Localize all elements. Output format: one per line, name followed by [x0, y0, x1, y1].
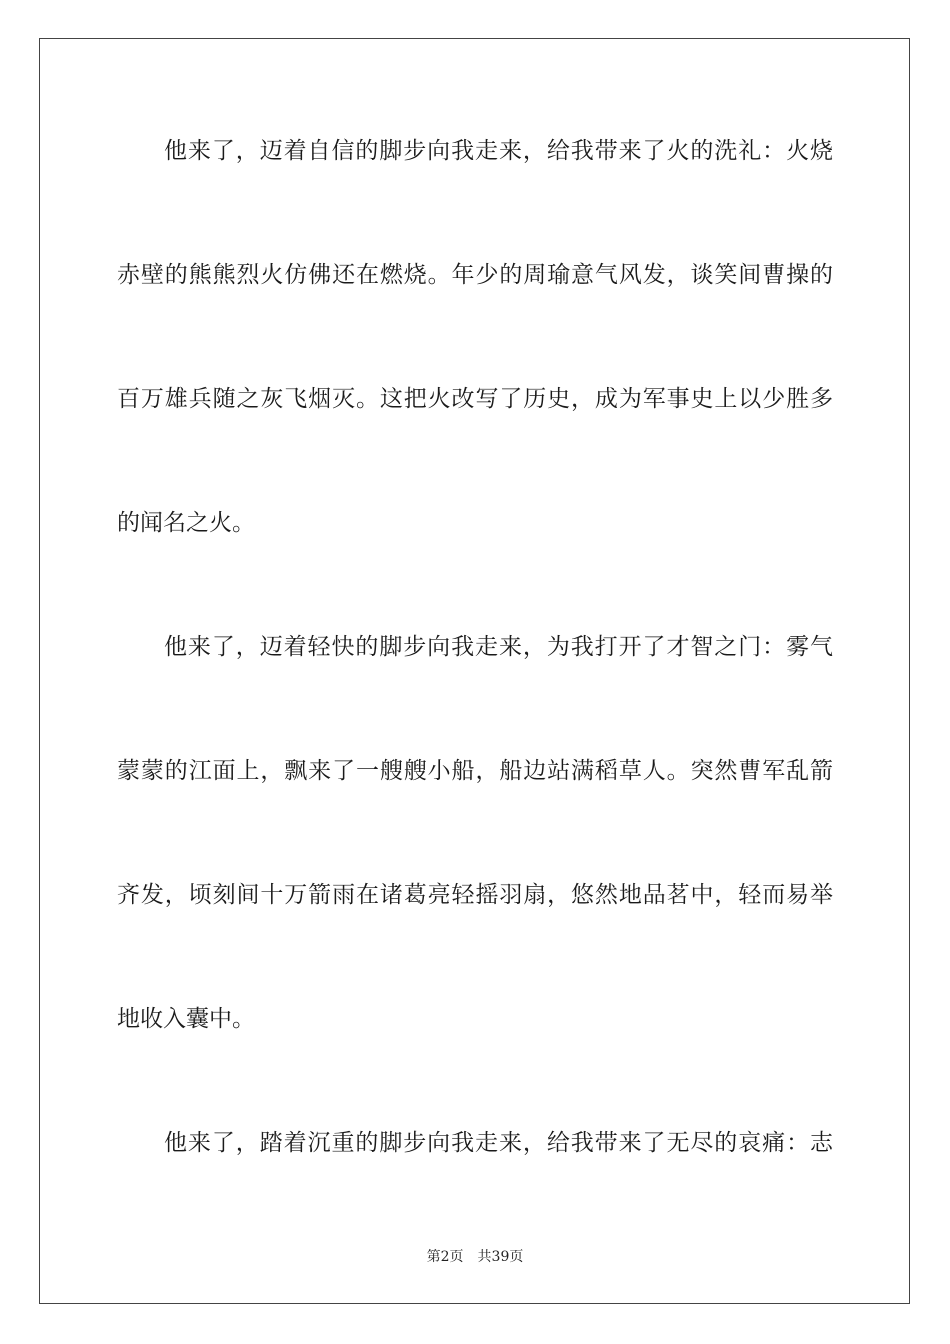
page-footer	[0, 1248, 950, 1266]
paragraph-2-line-3: 齐发，顷刻间十万箭雨在诸葛亮轻摇羽扇，悠然地品茗中，轻而易举	[117, 882, 833, 908]
paragraph-1-line-4: 的闻名之火。	[117, 510, 255, 536]
paragraph-1-line-2: 赤壁的熊熊烈火仿佛还在燃烧。年少的周瑜意气风发，谈笑间曹操的	[117, 262, 833, 288]
paragraph-1-line-1: 他来了，迈着自信的脚步向我走来，给我带来了火的洗礼：火烧	[164, 138, 833, 164]
paragraph-2-line-1: 他来了，迈着轻快的脚步向我走来，为我打开了才智之门：雾气	[164, 634, 833, 660]
page-frame	[39, 38, 910, 1304]
page-number: 第2页	[426, 1249, 464, 1265]
total-pages: 共39页	[477, 1249, 524, 1265]
paragraph-2-line-4: 地收入囊中。	[117, 1006, 255, 1032]
paragraph-2-line-2: 蒙蒙的江面上，飘来了一艘艘小船，船边站满稻草人。突然曹军乱箭	[117, 758, 833, 784]
paragraph-3-line-1: 他来了，踏着沉重的脚步向我走来，给我带来了无尽的哀痛：志	[164, 1130, 833, 1156]
paragraph-1-line-3: 百万雄兵随之灰飞烟灭。这把火改写了历史，成为军事史上以少胜多	[117, 386, 833, 412]
